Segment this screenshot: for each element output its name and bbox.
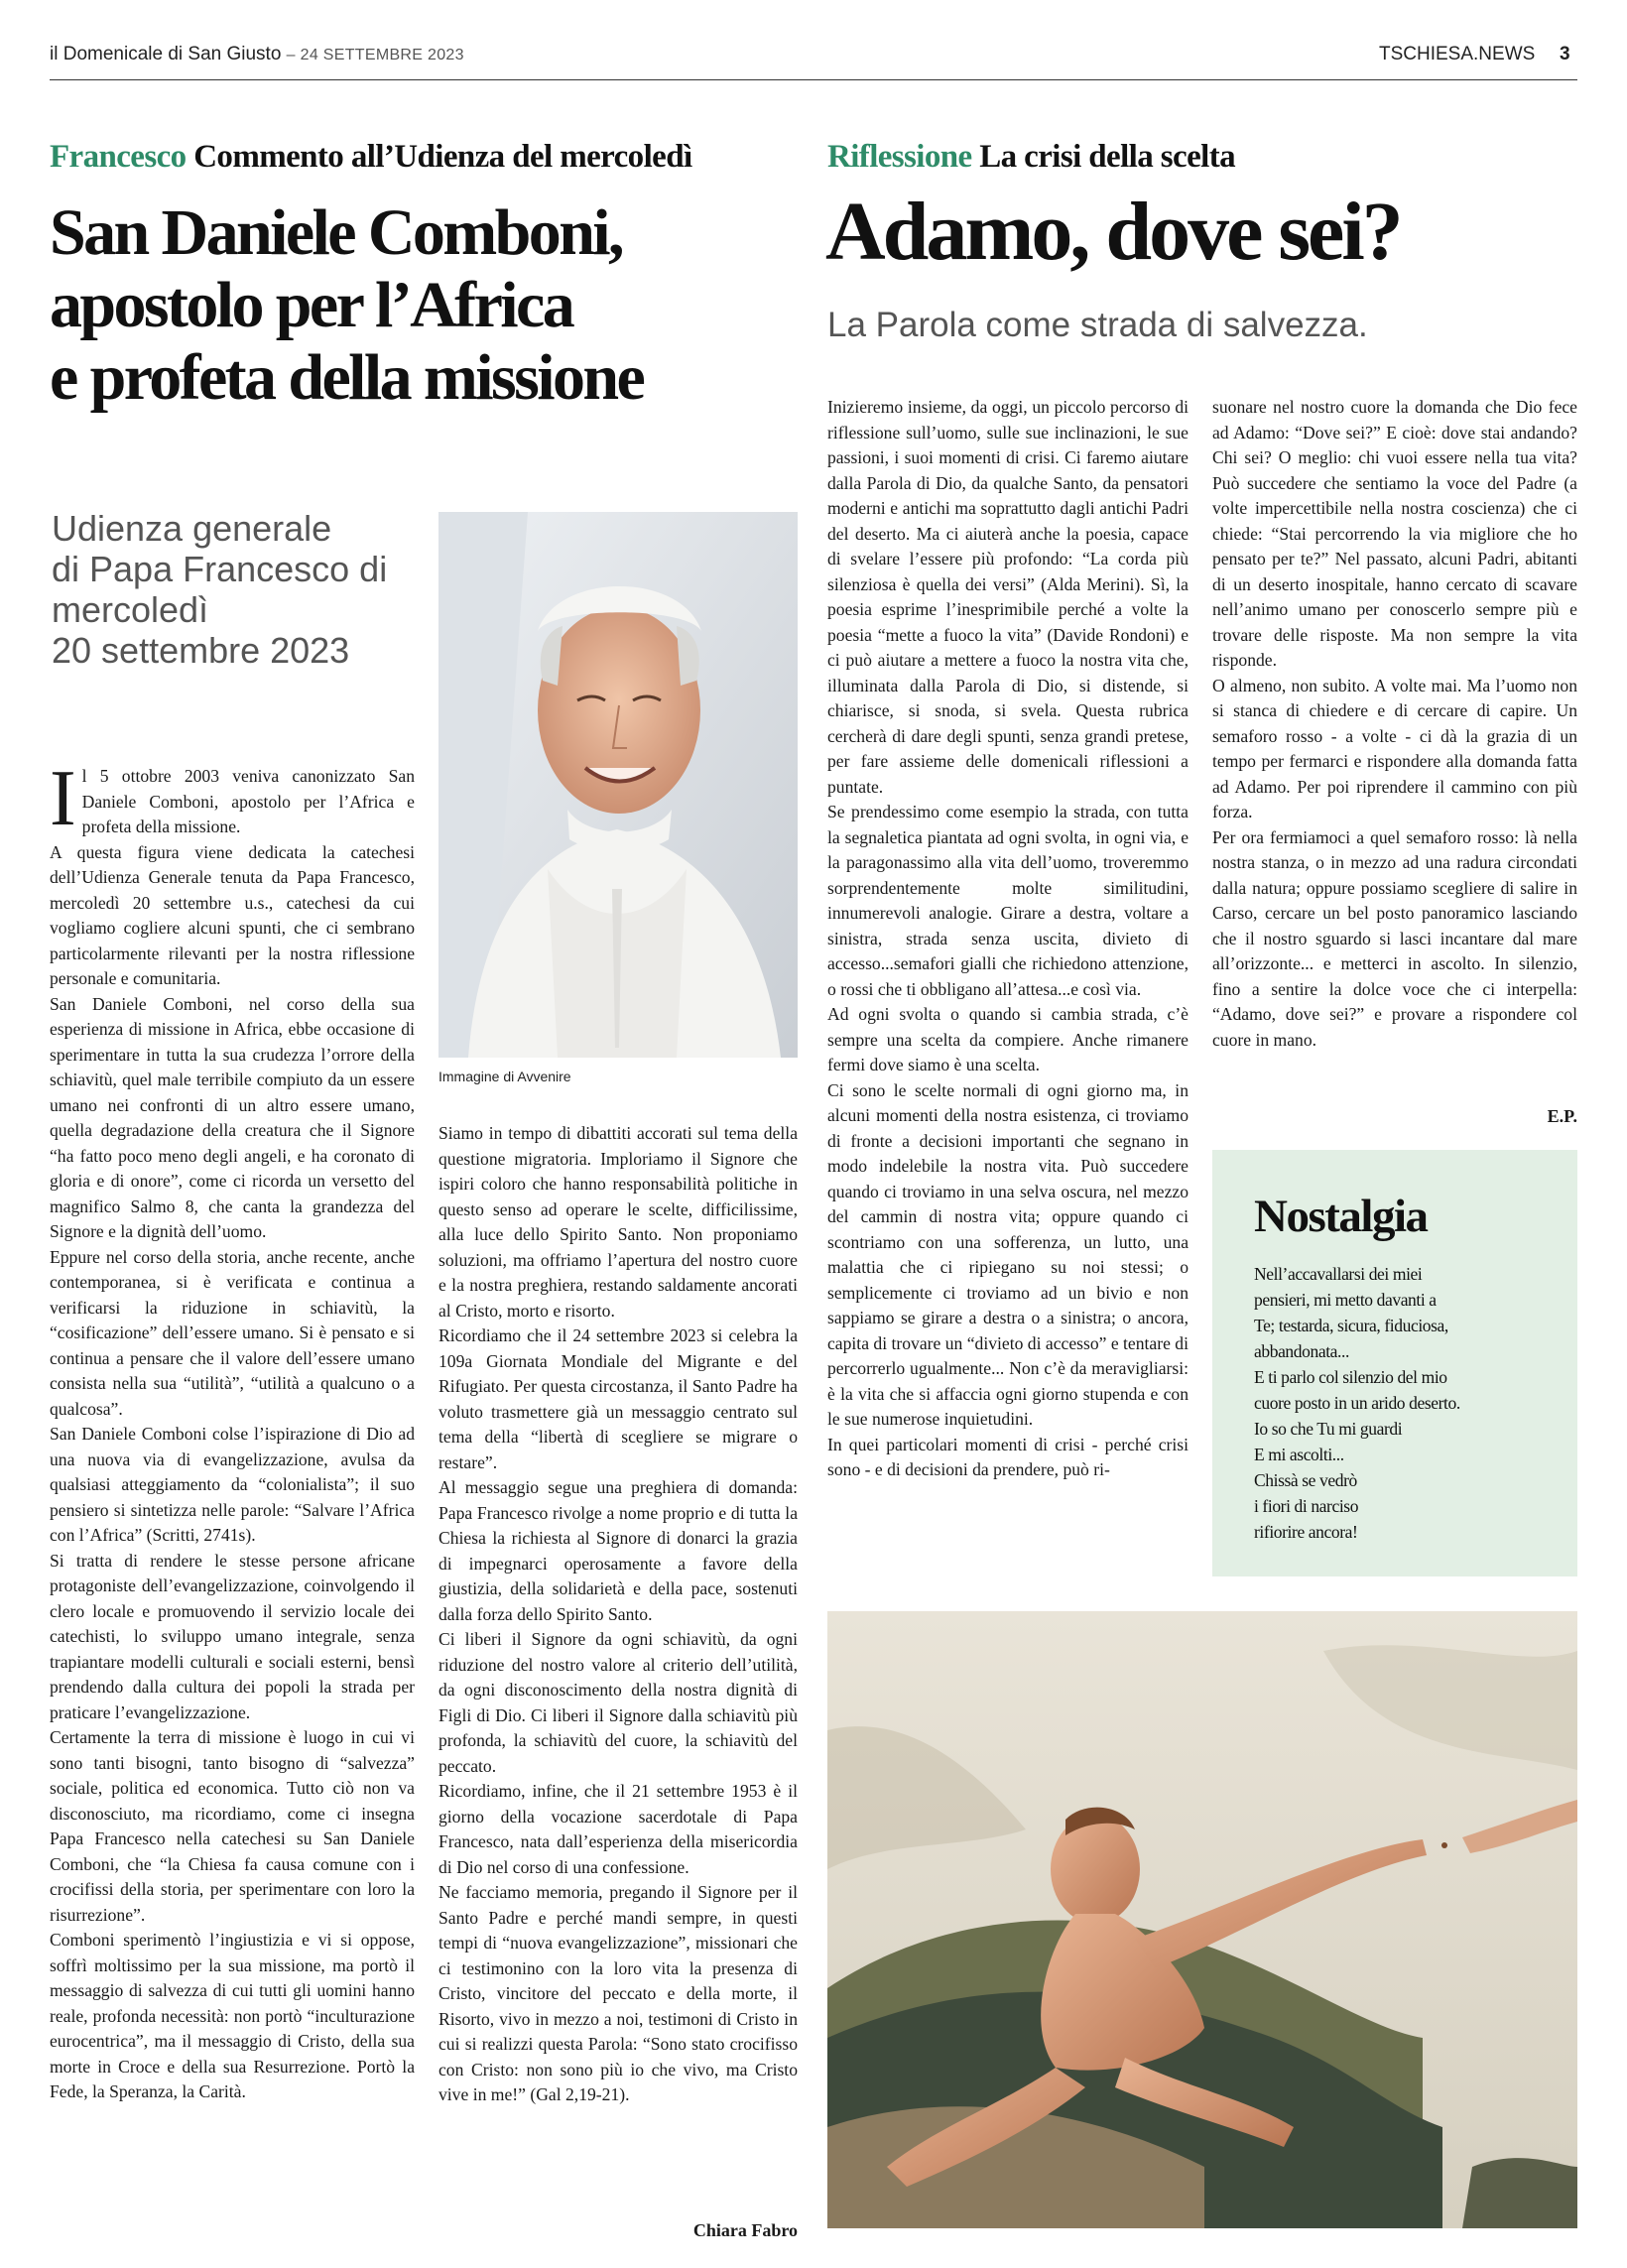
poem-line: abbandonata... [1254,1341,1349,1361]
site-name: TSCHIESA.NEWS [1379,44,1536,64]
poem-box [1212,1150,1577,1576]
paragraph: San Daniele Comboni, nel corso della sua esperienza di missione in Africa, ebbe occasione di sperimentare in tutta la sua crudezza l’orrore della schiavitù, quel male terribile compiuto da un essere umano nei confronti di un altro essere umano, quella degradazione della creatura che il Signore “ha fatto poco meno degli angeli, e ha coronato di gloria e di onore”, come ci ricorda un versetto del magnifico Salmo 8, che canta la grandezza del Signore e la dignità dell’uomo. [50,993,415,1241]
page-number: 3 [1560,44,1570,64]
left-subtitle-line: Udienza generale [52,508,332,549]
paragraph: Ne facciamo memoria, pregando il Signore per il Santo Padre e perché mandi sempre, in questi tempi di “nuova evangelizzazione”, missionari che ci testimonino con la loro vita la presenza di Cristo, vincitore del peccato e della morte, il Risorto, vivo in mezzo a noi, testimoni di Cristo in cui si realizzi questa Parola: “Sono stato crocifisso con Cristo: non sono più io che vivo, ma Cristo vive in me!” (Gal 2,19-21). [438,1882,798,2104]
paragraph: In quei particolari momenti di crisi - perché crisi sono - e di decisioni da prendere, può ri- [827,1434,1189,1479]
paragraph: San Daniele Comboni colse l’ispirazione di Dio ad una nuova via di evangelizzazione, avulsa da qualsiasi atteggiamento da “colonialista”; il suo pensiero si sintetizza nelle parole: “Salvare l’Africa con l’Africa” (Scritti, 2741s). [50,1424,415,1545]
paragraph: Ci sono le scelte normali di ogni giorno ma, in alcuni momenti della nostra esistenza, ci troviamo di fronte a decisioni importanti che segnano in modo indelebile la nostra vita. Può succedere quando ci troviamo in una selva oscura, nel mezzo del cammin di nostra vita; oppure quando ci scontriamo con una sofferenza, un lutto, una malattia che ci ripiegano su noi stessi; o semplicemente ci troviamo ad un bivio e non sappiamo se girare a destra o a sinistra; o ancora, capita di trovare un “divieto di accesso” e tentare di percorrerlo ugualmente... Non c’è da meravigliarsi: è la vita che si affaccia ogni giorno stupenda e con le sue numerose inquietudini. [827,1079,1189,1429]
poem-line: E mi ascolti... [1254,1445,1344,1464]
poem-line: E ti parlo col silenzio del mio [1254,1367,1447,1387]
right-kicker-section: Riflessione [827,139,972,175]
poem-body [1254,1261,1552,1545]
left-subtitle [52,508,419,671]
right-article-column-2 [1212,395,1577,1053]
left-headline-line: apostolo per l’Africa [50,269,573,341]
publication-name: il Domenicale di San Giusto [50,44,282,64]
right-kicker [827,139,1235,176]
paragraph: O almeno, non subito. A volte mai. Ma l’uomo non si stanca di chiedere e di cercare di capire. Un semaforo rosso - a volte - ci dà la grazia di un tempo per fermarci e rispondere alla domanda fatta ad Adamo. Per poi riprendere il cammino con più forza. [1212,675,1577,821]
paragraph: Inizieremo insieme, da oggi, un piccolo percorso di riflessione sull’uomo, sulle sue inclinazioni, le sue passioni, i suoi momenti di crisi. Ci faremo aiutare dalla Parola di Dio, da qualche Santo, da pensatori moderni e antichi ma soprattutto dagli antichi Padri del deserto. Ma ci aiuterà anche la poesia, capace di svelare l’essere più profondo: “La corda più silenziosa è quella dei versi” (Alda Merini). Sì, la poesia esprime l’inesprimibile perché a volte la poesia “mette a fuoco la vita” (Davide Rondoni) e ci può aiutare a mettere a fuoco la nostra vita che, illuminata dalla Parola di Dio, si distende, si chiarisce, si snoda, si svela. Questa rubrica cercherà di dare degli spunti, senza grandi pretese, per fare assieme delle domenicali riflessioni a puntate. [827,397,1189,797]
dropcap: I [50,755,76,842]
paragraph: Comboni sperimentò l’ingiustizia e vi si oppose, soffrì moltissimo per la sua missione, ma portò il messaggio di salvezza di cui tutti gli uomini hanno reale, profonda necessità: non portò “inculturazione eurocentrica”, ma il messaggio di Cristo, della sua morte in Croce e della sua Resurrezione. Portò la Fede, la Speranza, la Carità. [50,1930,415,2101]
paragraph: Per ora fermiamoci a quel semaforo rosso: là nella nostra stanza, o in mezzo ad una radura circondati dalla natura; oppure possiamo scegliere di salire in Carso, cercare un bel posto panoramico lasciando che il nostro sguardo si lasci incantare dal mare all’orizzonte... e metterci in ascolto. In silenzio, fino a sentire la dolce voce che ci interpella: “Adamo, dove sei?” e provare a rispondere col cuore in mano. [1212,826,1577,1050]
poem-line: Te; testarda, sicura, fiduciosa, [1254,1316,1448,1335]
paragraph: Eppure nel corso della storia, anche recente, anche contemporanea, si è verificata e continua a verificarsi la riduzione in schiavitù, la “cosificazione” dell’essere umano. Si è pensato e si continua a pensare che il valore dell’essere umano consista nella sua “utilità”, “utilità a qualcuno o a qualcosa”. [50,1246,415,1419]
left-article-column-1 [50,755,415,2105]
paragraph: Si tratta di rendere le stesse persone africane protagoniste dell’evangelizzazione, coinvolgendo il clero locale e promuovendo il servizio locale dei catechisti, lo sviluppo umano integrale, senza trapiantare modelli culturali e sociali esterni, bensì prendendo dalla cultura dei popoli la strada per praticare l’evangelizzazione. [50,1550,415,1722]
poem-line: rifiorire ancora! [1254,1522,1358,1542]
paragraph: Siamo in tempo di dibattiti accorati sul tema della questione migratoria. Imploriamo il Signore che ispiri coloro che hanno responsabilità politiche in questo senso ad operare le scelte, difficilissime, alla luce dello Spirito Santo. Non proponiamo soluzioni, ma offriamo l’apertura del nostro cuore e la nostra preghiera, restando saldamente ancorati al Cristo, morto e risorto. [438,1123,798,1321]
left-subtitle-line: di Papa Francesco di [52,549,388,589]
issue-date: – 24 SETTEMBRE 2023 [286,47,464,63]
paragraph [50,755,415,842]
pope-francesco-photo [438,512,798,1058]
right-headline: Adamo, dove sei? [825,186,1401,278]
left-kicker [50,139,692,176]
photo-caption: Immagine di Avvenire [438,1069,571,1084]
paragraph: Ad ogni svolta o quando si cambia strada, c’è sempre una scelta da compiere. Anche rimanere fermi dove siamo è una scelta. [827,1004,1189,1074]
paragraph-text: l 5 ottobre 2003 veniva canonizzato San Daniele Comboni, apostolo per l’Africa e profeta della missione. [81,766,415,836]
poem-line: Io so che Tu mi guardi [1254,1419,1403,1439]
poem-line: Chissà se vedrò [1254,1470,1357,1490]
paragraph: Al messaggio segue una preghiera di domanda: Papa Francesco rivolge a nome proprio e di tutta la Chiesa la richiesta al Signore di donarci la grazia di impegnarci operosamente a favore della giustizia, della solidarietà e della pace, sostenuti dalla forza dello Spirito Santo. [438,1477,798,1624]
paragraph: A questa figura viene dedicata la catechesi dell’Udienza Generale tenuta da Papa Francesco, mercoledì 20 settembre u.s., catechesi da cui vogliamo cogliere alcuni spunti, che ci sembrano particolarmente rilevanti per la nostra riflessione personale e comunitaria. [50,841,415,988]
paragraph: Ricordiamo che il 24 settembre 2023 si celebra la 109a Giornata Mondiale del Migrante e del Rifugiato. Per questa circostanza, il Santo Padre ha voluto trasmettere già un messaggio centrato sul tema della “libertà di scegliere se migrare o restare”. [438,1325,798,1472]
paragraph: suonare nel nostro cuore la domanda che Dio fece ad Adamo: “Dove sei?” E cioè: dove stai andando? Chi sei? O meglio: chi vuoi essere nella tua vita? Può succedere che sentiamo la voce del Padre (a volte impercettibile nella nostra coscienza) che ci chiede: “Stai percorrendo la via migliore che ho pensato per te?” Nel passato, alcuni Padri, abitanti di un deserto inospitale, hanno cercato di scavare nell’animo umano per conoscerlo sempre più e trovare delle risposte. Ma non sempre la vita risponde. [1212,397,1577,670]
left-headline-line: e profeta della missione [50,341,644,414]
left-article-signature: Chiara Fabro [692,2220,798,2240]
left-kicker-section: Francesco [50,139,187,175]
poem-line: Nell’accavallarsi dei miei [1254,1264,1423,1284]
left-subtitle-line: mercoledì [52,589,209,630]
poem-title: Nostalgia [1254,1191,1428,1242]
right-subtitle: La Parola come strada di salvezza. [827,306,1368,344]
left-article-column-2 [438,1121,798,2108]
poem-line: pensieri, mi metto davanti a [1254,1290,1437,1310]
poem-line: i fiori di narciso [1254,1496,1359,1516]
left-headline-line: San Daniele Comboni, [50,196,622,269]
creation-of-adam-painting [827,1611,1577,2228]
right-article-signature: E.P. [1547,1106,1577,1126]
right-article-column-1 [827,395,1189,1483]
left-subtitle-line: 20 settembre 2023 [52,630,350,671]
paragraph: Ricordiamo, infine, che il 21 settembre 1953 è il giorno della vocazione sacerdotale di Papa Francesco, nata dall’esperienza della misericordia di Dio nel corso di una confessione. [438,1781,798,1877]
paragraph: Ci liberi il Signore da ogni schiavitù, da ogni riduzione del nostro valore al criterio dell’utilità, da ogni disconoscimento della nostra dignità di Figli di Dio. Ci liberi il Signore dalla schiavitù più profonda, la schiavitù del cuore, la schiavitù del peccato. [438,1629,798,1776]
header-rule [50,79,1577,80]
poem-line: cuore posto in un arido deserto. [1254,1393,1460,1413]
left-headline [50,196,784,414]
paragraph: Certamente la terra di missione è luogo in cui vi sono tanti bisogni, tanto bisogno di “salvezza” sociale, politica ed economica. Tutto ciò non va disconosciuto, ma ricordiamo, come ci insegna Papa Francesco nella catechesi su San Daniele Comboni, che “la Chiesa fa causa comune con i crocifissi della storia, per sperimentare con loro la risurrezione”. [50,1727,415,1925]
running-header-left [50,44,464,65]
left-kicker-topic: Commento all’Udienza del mercoledì [193,139,692,175]
paragraph: Se prendessimo come esempio la strada, con tutta la segnaletica piantata ad ogni svolta, in ogni via, e la paragonassimo alla vita dell’uomo, troveremmo sorprendentemente molte similitudini, innumerevoli analogie. Girare a destra, voltare a sinistra, strada senza uscita, divieto di accesso...semafori gialli che richiedono attenzione, o rossi che ti obbligano all’attesa...e così via. [827,802,1189,999]
right-kicker-topic: La crisi della scelta [979,139,1235,175]
